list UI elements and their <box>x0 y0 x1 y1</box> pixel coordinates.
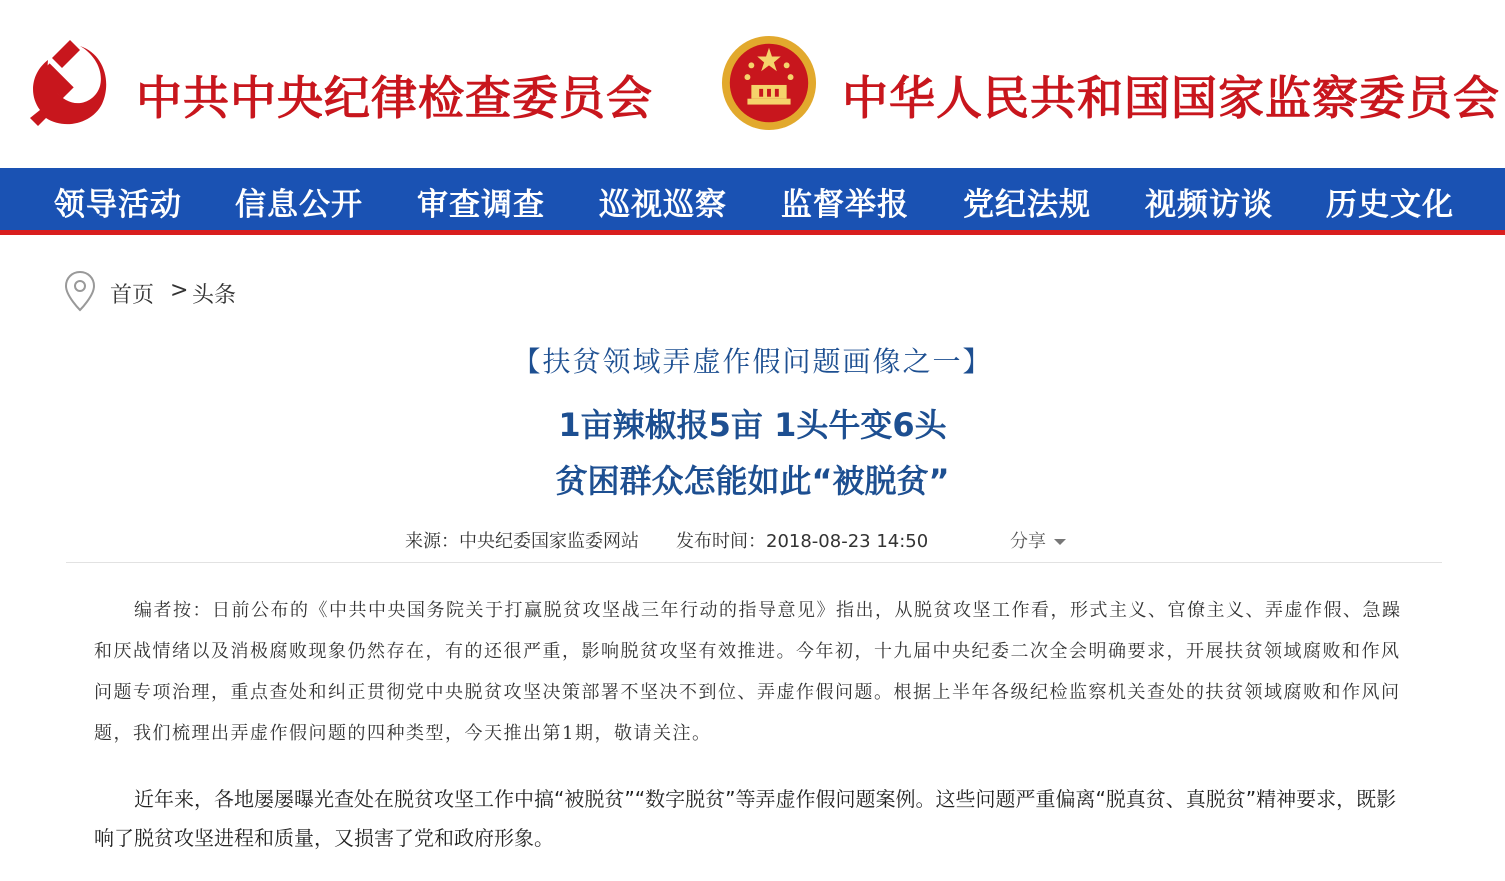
article-paragraph: 近年来，各地屡屡曝光查处在脱贫攻坚工作中搞“被脱贫”“数字脱贫”等弄虚作假问题案例。这些问题严重偏离“脱真贫、真脱贫”精神要求，既影响了脱贫攻坚进程和质量，又损害了党和政府形象。 <box>94 787 1397 850</box>
breadcrumb-current[interactable]: 头条 <box>192 283 237 308</box>
location-pin-icon <box>64 270 96 312</box>
main-nav <box>0 168 1505 235</box>
article-publish-time: 发布时间：2018-08-23 14:50 <box>676 531 929 552</box>
nav-item-leadership[interactable]: 领导活动 <box>54 187 182 223</box>
nav-item-video[interactable]: 视频访谈 <box>1145 187 1273 223</box>
national-emblem-icon[interactable] <box>720 34 818 132</box>
party-emblem-icon[interactable] <box>18 34 118 134</box>
nav-item-investigation[interactable]: 审查调查 <box>417 187 545 223</box>
nav-item-report[interactable]: 监督举报 <box>781 187 909 223</box>
cpc-ccdi-title[interactable]: 中共中央纪律检查委员会 <box>136 71 653 125</box>
breadcrumb-home[interactable]: 首页 <box>110 283 155 308</box>
nav-item-history[interactable]: 历史文化 <box>1326 187 1454 223</box>
breadcrumb-separator: > <box>170 278 189 303</box>
meta-divider <box>66 562 1442 563</box>
article-subtitle: 【扶贫领域弄虚作假问题画像之一】 <box>512 345 993 378</box>
nav-item-inspection[interactable]: 巡视巡察 <box>599 187 727 223</box>
site-header <box>0 0 1505 168</box>
share-label: 分享 <box>1010 531 1046 552</box>
editor-note: 编者按：日前公布的《中共中央国务院关于打赢脱贫攻坚战三年行动的指导意见》指出，从脱贫攻坚工作看，形式主义、官僚主义、弄虚作假、急躁和厌战情绪以及消极腐败现象仍然存在，有的还很严重，影响脱贫攻坚有效推进。今年初，十九届中央纪委二次全会明确要求，开展扶贫领域腐败和作风问题专项治理，重点查处和纠正贯彻党中央脱贫攻坚决策部署不坚决不到位、弄虚作假问题。根据上半年各级纪检监察机关查处的扶贫领域腐败和作风问题，我们梳理出弄虚作假问题的四种类型，今天推出第1期，敬请关注。 <box>94 600 1402 744</box>
nsc-title[interactable]: 中华人民共和国国家监察委员会 <box>842 71 1500 125</box>
article-title-line2: 贫困群众怎能如此“被脱贫” <box>555 462 950 500</box>
article-title-line1: 1亩辣椒报5亩 1头牛变6头 <box>558 406 947 444</box>
nav-item-regulations[interactable]: 党纪法规 <box>963 187 1091 223</box>
chevron-down-icon <box>1054 539 1066 545</box>
article-source: 来源：中央纪委国家监委网站 <box>405 531 639 552</box>
share-button[interactable] <box>1010 527 1066 553</box>
nav-item-info[interactable]: 信息公开 <box>235 187 363 223</box>
